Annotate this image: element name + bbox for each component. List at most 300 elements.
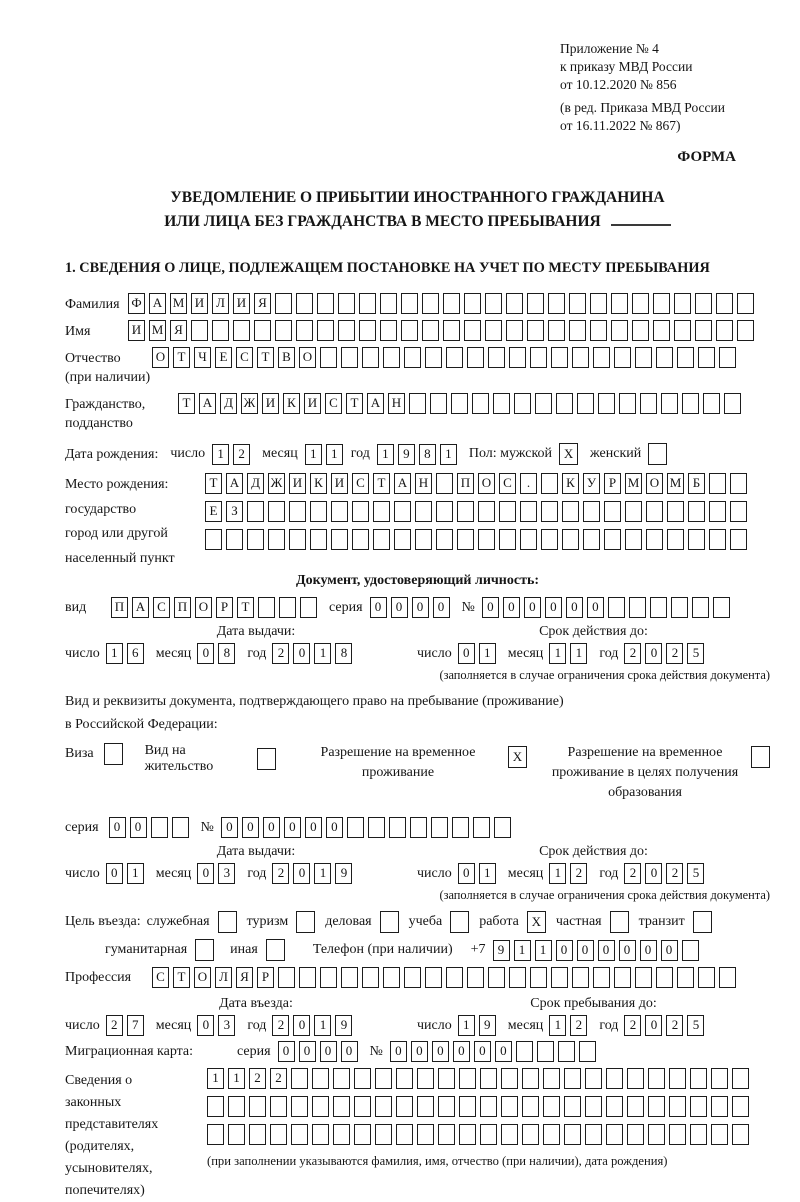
form-cell[interactable]: Ж (241, 393, 258, 414)
form-cell[interactable] (464, 320, 481, 341)
form-cell[interactable]: 1 (314, 863, 331, 884)
form-cell[interactable] (541, 501, 558, 522)
form-cell[interactable]: 9 (493, 940, 510, 961)
form-cell[interactable]: 1 (106, 643, 123, 664)
form-cell[interactable]: 1 (228, 1068, 245, 1089)
form-cell[interactable] (509, 347, 526, 368)
form-cell[interactable]: 0 (619, 940, 636, 961)
form-cell[interactable] (464, 293, 481, 314)
form-cell[interactable] (632, 320, 649, 341)
form-cell[interactable]: X (527, 911, 546, 933)
form-cell[interactable] (488, 347, 505, 368)
form-cell[interactable]: 0 (197, 643, 214, 664)
form-cell[interactable] (606, 1096, 623, 1117)
form-cell[interactable]: Р (257, 967, 274, 988)
form-cell[interactable]: 1 (127, 863, 144, 884)
form-cell[interactable]: К (310, 473, 327, 494)
form-cell[interactable] (608, 597, 625, 618)
form-cell[interactable] (556, 393, 573, 414)
form-cell[interactable]: М (625, 473, 642, 494)
form-cell[interactable]: К (562, 473, 579, 494)
form-cell[interactable] (275, 293, 292, 314)
form-cell[interactable]: 0 (458, 643, 475, 664)
form-cell[interactable] (459, 1096, 476, 1117)
form-cell[interactable] (207, 1096, 224, 1117)
form-cell[interactable]: 1 (570, 643, 587, 664)
form-cell[interactable] (499, 501, 516, 522)
form-cell[interactable]: Р (604, 473, 621, 494)
form-cell[interactable] (501, 1124, 518, 1145)
form-cell[interactable]: 5 (687, 643, 704, 664)
form-cell[interactable] (527, 320, 544, 341)
form-cell[interactable] (383, 347, 400, 368)
form-cell[interactable] (291, 1068, 308, 1089)
form-cell[interactable] (562, 529, 579, 550)
form-cell[interactable]: 0 (645, 1015, 662, 1036)
form-cell[interactable] (541, 473, 558, 494)
form-cell[interactable] (695, 293, 712, 314)
form-cell[interactable]: З (226, 501, 243, 522)
form-cell[interactable] (459, 1124, 476, 1145)
form-cell[interactable] (320, 347, 337, 368)
form-cell[interactable]: Я (254, 293, 271, 314)
form-cell[interactable]: 0 (391, 597, 408, 618)
form-cell[interactable] (296, 911, 315, 933)
form-cell[interactable] (711, 1124, 728, 1145)
form-cell[interactable]: 2 (624, 1015, 641, 1036)
form-cell[interactable] (436, 501, 453, 522)
form-cell[interactable]: 0 (458, 863, 475, 884)
form-cell[interactable]: А (226, 473, 243, 494)
form-cell[interactable] (627, 1068, 644, 1089)
form-cell[interactable] (711, 1096, 728, 1117)
form-cell[interactable] (485, 320, 502, 341)
form-cell[interactable]: 0 (390, 1041, 407, 1062)
form-cell[interactable] (543, 1068, 560, 1089)
form-cell[interactable]: 1 (549, 1015, 566, 1036)
form-cell[interactable] (268, 501, 285, 522)
form-cell[interactable] (268, 529, 285, 550)
form-cell[interactable] (688, 501, 705, 522)
form-cell[interactable] (619, 393, 636, 414)
form-cell[interactable]: С (236, 347, 253, 368)
form-cell[interactable] (653, 320, 670, 341)
form-cell[interactable] (291, 1124, 308, 1145)
form-cell[interactable]: Н (388, 393, 405, 414)
form-cell[interactable] (452, 817, 469, 838)
form-cell[interactable]: К (283, 393, 300, 414)
form-cell[interactable] (653, 293, 670, 314)
form-cell[interactable] (478, 501, 495, 522)
form-cell[interactable] (732, 1068, 749, 1089)
form-cell[interactable] (703, 393, 720, 414)
form-cell[interactable] (627, 1096, 644, 1117)
form-cell[interactable] (389, 817, 406, 838)
form-cell[interactable] (656, 347, 673, 368)
form-cell[interactable] (310, 529, 327, 550)
form-cell[interactable] (692, 597, 709, 618)
form-cell[interactable]: 0 (242, 817, 259, 838)
form-cell[interactable]: 1 (326, 444, 343, 465)
form-cell[interactable] (625, 501, 642, 522)
form-cell[interactable] (730, 501, 747, 522)
form-cell[interactable] (443, 293, 460, 314)
form-cell[interactable] (446, 967, 463, 988)
form-cell[interactable] (396, 1068, 413, 1089)
form-cell[interactable]: Т (237, 597, 254, 618)
form-cell[interactable]: 1 (479, 643, 496, 664)
form-cell[interactable]: 0 (566, 597, 583, 618)
form-cell[interactable]: Р (216, 597, 233, 618)
form-cell[interactable]: Т (178, 393, 195, 414)
form-cell[interactable]: 0 (263, 817, 280, 838)
form-cell[interactable]: 0 (598, 940, 615, 961)
form-cell[interactable] (569, 320, 586, 341)
form-cell[interactable] (436, 473, 453, 494)
form-cell[interactable] (446, 347, 463, 368)
form-cell[interactable] (320, 967, 337, 988)
form-cell[interactable] (493, 393, 510, 414)
form-cell[interactable] (606, 1068, 623, 1089)
form-cell[interactable]: 3 (218, 1015, 235, 1036)
form-cell[interactable] (648, 1096, 665, 1117)
form-cell[interactable] (671, 597, 688, 618)
form-cell[interactable] (585, 1068, 602, 1089)
form-cell[interactable] (682, 393, 699, 414)
form-cell[interactable] (104, 743, 123, 765)
form-cell[interactable] (338, 293, 355, 314)
form-cell[interactable] (425, 347, 442, 368)
form-cell[interactable]: Т (173, 967, 190, 988)
form-cell[interactable] (296, 320, 313, 341)
form-cell[interactable] (359, 293, 376, 314)
form-cell[interactable]: . (520, 473, 537, 494)
form-cell[interactable] (296, 293, 313, 314)
form-cell[interactable] (228, 1096, 245, 1117)
form-cell[interactable] (569, 293, 586, 314)
form-cell[interactable]: Т (373, 473, 390, 494)
form-cell[interactable] (266, 939, 285, 961)
form-cell[interactable] (667, 529, 684, 550)
form-cell[interactable]: 1 (514, 940, 531, 961)
form-cell[interactable]: 1 (212, 444, 229, 465)
form-cell[interactable] (541, 529, 558, 550)
form-cell[interactable] (564, 1124, 581, 1145)
form-cell[interactable] (635, 967, 652, 988)
form-cell[interactable] (640, 393, 657, 414)
form-cell[interactable] (606, 1124, 623, 1145)
form-cell[interactable]: 1 (305, 444, 322, 465)
form-cell[interactable] (499, 529, 516, 550)
form-cell[interactable] (751, 746, 770, 768)
form-cell[interactable]: 0 (482, 597, 499, 618)
form-cell[interactable] (494, 817, 511, 838)
form-cell[interactable] (535, 393, 552, 414)
form-cell[interactable]: 0 (411, 1041, 428, 1062)
form-cell[interactable] (450, 911, 469, 933)
form-cell[interactable]: П (174, 597, 191, 618)
form-cell[interactable] (331, 501, 348, 522)
form-cell[interactable] (522, 1124, 539, 1145)
form-cell[interactable] (373, 501, 390, 522)
form-cell[interactable] (530, 347, 547, 368)
form-cell[interactable]: 0 (326, 817, 343, 838)
form-cell[interactable] (611, 320, 628, 341)
form-cell[interactable]: И (128, 320, 145, 341)
form-cell[interactable]: 1 (440, 444, 457, 465)
form-cell[interactable]: И (191, 293, 208, 314)
form-cell[interactable] (635, 347, 652, 368)
form-cell[interactable] (629, 597, 646, 618)
form-cell[interactable]: X (508, 746, 527, 768)
form-cell[interactable]: 0 (278, 1041, 295, 1062)
form-cell[interactable] (338, 320, 355, 341)
form-cell[interactable] (509, 967, 526, 988)
form-cell[interactable]: М (667, 473, 684, 494)
form-cell[interactable] (207, 1124, 224, 1145)
form-cell[interactable] (716, 320, 733, 341)
form-cell[interactable] (312, 1124, 329, 1145)
form-cell[interactable]: А (132, 597, 149, 618)
form-cell[interactable] (459, 1068, 476, 1089)
form-cell[interactable] (480, 1124, 497, 1145)
form-cell[interactable]: 2 (272, 643, 289, 664)
form-cell[interactable]: Л (215, 967, 232, 988)
form-cell[interactable] (737, 320, 754, 341)
form-cell[interactable] (562, 501, 579, 522)
form-cell[interactable]: 2 (666, 863, 683, 884)
form-cell[interactable]: С (325, 393, 342, 414)
form-cell[interactable] (205, 529, 222, 550)
form-cell[interactable] (410, 817, 427, 838)
form-cell[interactable] (425, 967, 442, 988)
form-cell[interactable] (646, 529, 663, 550)
form-cell[interactable] (478, 529, 495, 550)
form-cell[interactable] (436, 529, 453, 550)
form-cell[interactable] (247, 529, 264, 550)
form-cell[interactable]: Е (215, 347, 232, 368)
form-cell[interactable] (333, 1124, 350, 1145)
form-cell[interactable]: О (646, 473, 663, 494)
form-cell[interactable] (730, 473, 747, 494)
form-cell[interactable]: И (289, 473, 306, 494)
form-cell[interactable] (506, 320, 523, 341)
form-cell[interactable] (279, 597, 296, 618)
form-cell[interactable] (522, 1096, 539, 1117)
form-cell[interactable] (501, 1096, 518, 1117)
form-cell[interactable]: 2 (272, 1015, 289, 1036)
form-cell[interactable] (698, 347, 715, 368)
form-cell[interactable] (585, 1124, 602, 1145)
form-cell[interactable] (438, 1124, 455, 1145)
form-cell[interactable]: П (111, 597, 128, 618)
form-cell[interactable] (690, 1068, 707, 1089)
form-cell[interactable] (354, 1068, 371, 1089)
form-cell[interactable] (172, 817, 189, 838)
form-cell[interactable]: 3 (218, 863, 235, 884)
form-cell[interactable] (362, 967, 379, 988)
form-cell[interactable]: У (583, 473, 600, 494)
form-cell[interactable] (577, 393, 594, 414)
form-cell[interactable]: Б (688, 473, 705, 494)
form-cell[interactable] (719, 347, 736, 368)
form-cell[interactable] (443, 320, 460, 341)
form-cell[interactable] (373, 529, 390, 550)
form-cell[interactable] (249, 1096, 266, 1117)
form-cell[interactable]: О (195, 597, 212, 618)
form-cell[interactable]: 0 (577, 940, 594, 961)
form-cell[interactable] (693, 911, 712, 933)
form-cell[interactable] (564, 1068, 581, 1089)
form-cell[interactable]: Ф (128, 293, 145, 314)
form-cell[interactable]: 0 (433, 597, 450, 618)
form-cell[interactable]: 0 (474, 1041, 491, 1062)
form-cell[interactable] (530, 967, 547, 988)
form-cell[interactable]: 7 (127, 1015, 144, 1036)
form-cell[interactable]: 1 (479, 863, 496, 884)
form-cell[interactable] (551, 967, 568, 988)
form-cell[interactable] (409, 393, 426, 414)
form-cell[interactable] (709, 473, 726, 494)
form-cell[interactable] (417, 1124, 434, 1145)
form-cell[interactable] (688, 529, 705, 550)
form-cell[interactable] (438, 1096, 455, 1117)
form-cell[interactable] (572, 347, 589, 368)
form-cell[interactable] (431, 817, 448, 838)
form-cell[interactable] (457, 501, 474, 522)
form-cell[interactable] (467, 967, 484, 988)
form-cell[interactable]: Д (247, 473, 264, 494)
form-cell[interactable] (690, 1124, 707, 1145)
form-cell[interactable] (299, 967, 316, 988)
form-cell[interactable] (604, 529, 621, 550)
form-cell[interactable] (583, 501, 600, 522)
form-cell[interactable] (716, 293, 733, 314)
form-cell[interactable] (548, 293, 565, 314)
form-cell[interactable] (451, 393, 468, 414)
form-cell[interactable]: 1 (377, 444, 394, 465)
form-cell[interactable] (380, 320, 397, 341)
form-cell[interactable]: 0 (341, 1041, 358, 1062)
form-cell[interactable] (610, 911, 629, 933)
form-cell[interactable]: 0 (453, 1041, 470, 1062)
form-cell[interactable]: 9 (398, 444, 415, 465)
form-cell[interactable] (677, 967, 694, 988)
form-cell[interactable]: 0 (645, 643, 662, 664)
form-cell[interactable] (543, 1096, 560, 1117)
form-cell[interactable] (312, 1068, 329, 1089)
form-cell[interactable] (341, 967, 358, 988)
form-cell[interactable] (417, 1096, 434, 1117)
form-cell[interactable]: 2 (272, 863, 289, 884)
form-cell[interactable]: 8 (218, 643, 235, 664)
form-cell[interactable]: 0 (370, 597, 387, 618)
form-cell[interactable]: О (478, 473, 495, 494)
form-cell[interactable] (485, 293, 502, 314)
form-cell[interactable]: 5 (687, 863, 704, 884)
form-cell[interactable]: X (559, 443, 578, 465)
form-cell[interactable] (590, 320, 607, 341)
form-cell[interactable]: 0 (197, 863, 214, 884)
form-cell[interactable] (611, 293, 628, 314)
form-cell[interactable] (270, 1124, 287, 1145)
form-cell[interactable]: 6 (127, 643, 144, 664)
form-cell[interactable]: П (457, 473, 474, 494)
form-cell[interactable]: 0 (299, 1041, 316, 1062)
form-cell[interactable] (218, 911, 237, 933)
form-cell[interactable] (354, 1096, 371, 1117)
form-cell[interactable]: 2 (570, 1015, 587, 1036)
form-cell[interactable]: Т (205, 473, 222, 494)
form-cell[interactable] (312, 1096, 329, 1117)
form-cell[interactable] (558, 1041, 575, 1062)
form-cell[interactable]: 2 (666, 1015, 683, 1036)
form-cell[interactable] (310, 501, 327, 522)
form-cell[interactable]: Т (173, 347, 190, 368)
form-cell[interactable] (732, 1096, 749, 1117)
form-cell[interactable] (522, 1068, 539, 1089)
form-cell[interactable] (674, 293, 691, 314)
form-cell[interactable] (625, 529, 642, 550)
form-cell[interactable] (473, 817, 490, 838)
form-cell[interactable]: И (233, 293, 250, 314)
form-cell[interactable] (467, 347, 484, 368)
form-cell[interactable]: 0 (524, 597, 541, 618)
form-cell[interactable] (682, 940, 699, 961)
form-cell[interactable] (317, 320, 334, 341)
form-cell[interactable] (551, 347, 568, 368)
form-cell[interactable] (247, 501, 264, 522)
form-cell[interactable] (632, 293, 649, 314)
form-cell[interactable]: 0 (109, 817, 126, 838)
form-cell[interactable]: 0 (293, 643, 310, 664)
form-cell[interactable] (415, 529, 432, 550)
form-cell[interactable] (661, 393, 678, 414)
form-cell[interactable] (669, 1124, 686, 1145)
form-cell[interactable] (724, 393, 741, 414)
form-cell[interactable] (537, 1041, 554, 1062)
form-cell[interactable]: 1 (207, 1068, 224, 1089)
form-cell[interactable] (598, 393, 615, 414)
form-cell[interactable] (347, 817, 364, 838)
form-cell[interactable]: Н (415, 473, 432, 494)
form-cell[interactable] (333, 1068, 350, 1089)
form-cell[interactable]: И (331, 473, 348, 494)
form-cell[interactable] (362, 347, 379, 368)
form-cell[interactable] (656, 967, 673, 988)
form-cell[interactable] (289, 529, 306, 550)
form-cell[interactable] (614, 347, 631, 368)
form-cell[interactable]: 0 (495, 1041, 512, 1062)
form-cell[interactable] (713, 597, 730, 618)
form-cell[interactable]: 2 (270, 1068, 287, 1089)
form-cell[interactable]: Л (212, 293, 229, 314)
form-cell[interactable]: Я (236, 967, 253, 988)
form-cell[interactable]: 0 (412, 597, 429, 618)
form-cell[interactable] (396, 1096, 413, 1117)
form-cell[interactable] (275, 320, 292, 341)
form-cell[interactable]: 2 (249, 1068, 266, 1089)
form-cell[interactable]: 2 (570, 863, 587, 884)
form-cell[interactable]: 0 (587, 597, 604, 618)
form-cell[interactable] (401, 320, 418, 341)
form-cell[interactable] (375, 1124, 392, 1145)
form-cell[interactable]: Ч (194, 347, 211, 368)
form-cell[interactable] (422, 293, 439, 314)
form-cell[interactable] (415, 501, 432, 522)
form-cell[interactable] (583, 529, 600, 550)
form-cell[interactable]: А (394, 473, 411, 494)
